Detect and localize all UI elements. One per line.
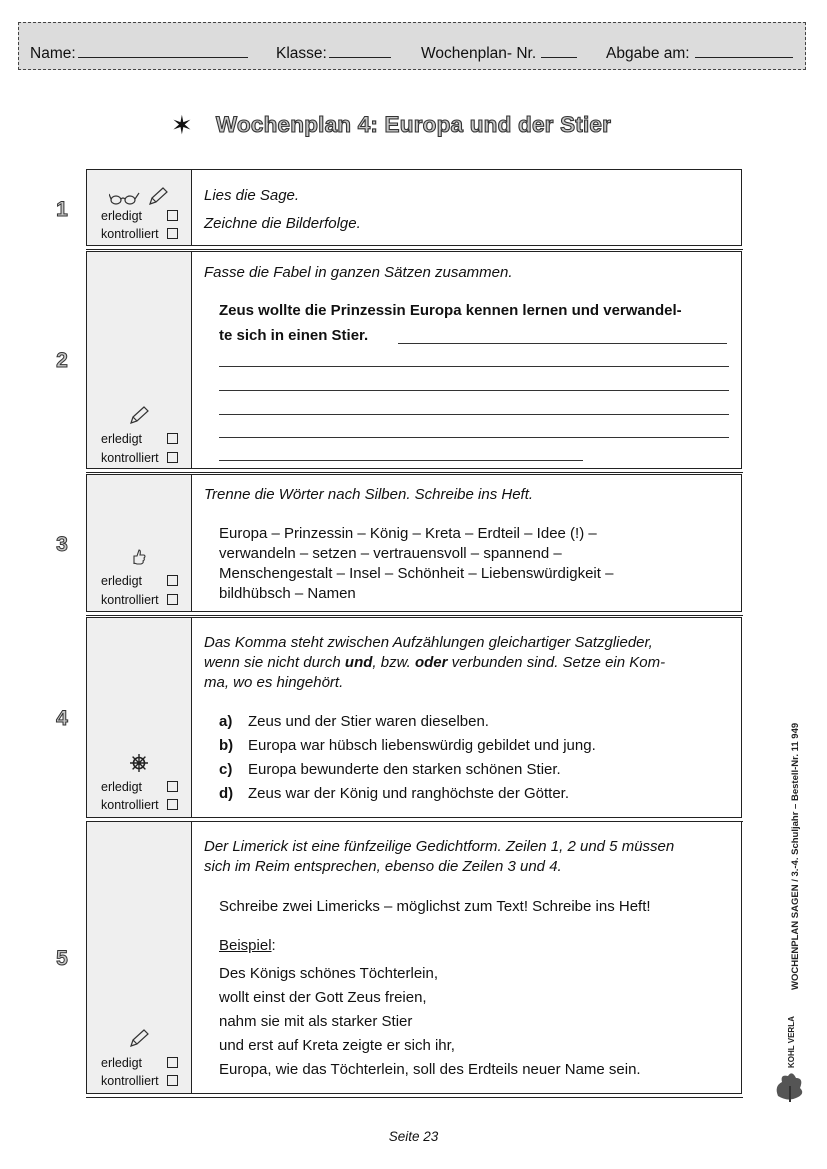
task-row-1: erledigt kontrolliert 1 Lies die Sage. Zeichne die Bilderfolge. <box>86 169 742 246</box>
writing-line[interactable] <box>219 366 729 367</box>
erledigt-checkbox[interactable]: erledigt <box>101 430 178 449</box>
task-row-3: erledigt kontrolliert 3 Trenne die Wörter nach Silben. Schreibe ins Heft. Europa – Prinzessin – König – Kreta – Erdteil – Idee (!) – verwandeln – setzen – vertrauensvoll – spannend – Menschengestalt – Insel – Schönheit – Liebenswürdigkeit – bildhübsch – Namen <box>86 474 742 612</box>
row-number: 4 <box>56 707 68 730</box>
pencil-icon <box>128 410 150 429</box>
wochenplan-nr-field[interactable]: Wochenplan- Nr. <box>421 43 577 63</box>
writing-line[interactable] <box>219 390 729 391</box>
kontrolliert-checkbox[interactable]: kontrolliert <box>101 449 178 468</box>
task-row-4: erledigt kontrolliert 4 Das Komma steht zwischen Aufzählungen gleichartiger Satzglieder, wenn sie nicht durch und, bzw. oder verbunden sind. Setze ein Kom- ma, wo es hingehört. a) Zeus und der Stier waren dieselben. b) Europa war hübsch liebenswürdig gebildet und jung. c) Europa bewunderte den starken schönen Stier. d) Zeus war der König und ranghöchste der Götter. <box>86 617 742 818</box>
kontrolliert-checkbox[interactable]: kontrolliert <box>101 591 178 610</box>
page-number: Seite 23 <box>388 1129 439 1144</box>
task-row-5: erledigt kontrolliert 5 Der Limerick ist eine fünfzeilige Gedichtform. Zeilen 1, 2 und 5 müssen sich im Reim entsprechen, ebenso die Zeilen 3 und 4. Schreibe zwei Limericks – möglichst zum Text! Schreibe ins Heft! Beispiel: Des Königs schönes Töchterlein, wollt einst der Gott Zeus freien, nahm sie mit als starker Stier und erst auf Kreta zeigte er sich ihr, Europa, wie das Töchterlein, soll des Erdteils neuer Name sein. <box>86 821 742 1094</box>
row-number: 1 <box>56 198 68 221</box>
list-item: d) Zeus war der König und ranghöchste der Götter. <box>219 785 570 802</box>
sidebar-text: WOCHENPLAN SAGEN / 3.-4. Schuljahr – Bestell-Nr. 11 949 <box>790 722 801 990</box>
erledigt-checkbox[interactable]: erledigt <box>101 778 178 797</box>
erledigt-checkbox[interactable]: erledigt <box>101 572 178 591</box>
row-number: 2 <box>56 349 68 372</box>
page-title: Wochenplan 4: Europa und der Stier <box>215 112 612 137</box>
name-field[interactable]: Name: <box>30 43 248 63</box>
erledigt-checkbox[interactable]: erledigt <box>101 207 178 226</box>
writing-line[interactable] <box>219 460 583 461</box>
klasse-field[interactable]: Klasse: <box>276 43 391 63</box>
header-box <box>18 22 806 70</box>
abgabe-field[interactable]: Abgabe am: <box>606 43 793 63</box>
list-item: b) Europa war hübsch liebenswürdig gebildet und jung. <box>219 737 596 754</box>
kontrolliert-checkbox[interactable]: kontrolliert <box>101 1072 178 1091</box>
star-icon: ✶ <box>171 110 193 140</box>
writing-line[interactable] <box>398 343 727 344</box>
writing-line[interactable] <box>219 414 729 415</box>
list-item: c) Europa bewunderte den starken schönen Stier. <box>219 761 561 778</box>
list-item: a) Zeus und der Stier waren dieselben. <box>219 713 489 730</box>
svg-text:KOHL VERLAG: KOHL VERLAG <box>787 1016 796 1068</box>
task-row-2: erledigt kontrolliert 2 Fasse die Fabel in ganzen Sätzen zusammen. Zeus wollte die Prinzessin Europa kennen lernen und verwandel- te sich in einen Stier. <box>86 251 742 469</box>
wheel-icon <box>130 757 148 776</box>
row-number: 3 <box>56 533 68 556</box>
pencil-icon <box>128 1033 150 1052</box>
row-number: 5 <box>56 947 68 970</box>
kontrolliert-checkbox[interactable]: kontrolliert <box>101 796 178 815</box>
publisher-logo <box>770 1016 810 1102</box>
kontrolliert-checkbox[interactable]: kontrolliert <box>101 225 178 244</box>
thumbs-up-icon <box>131 551 147 570</box>
writing-line[interactable] <box>219 437 729 438</box>
erledigt-checkbox[interactable]: erledigt <box>101 1054 178 1073</box>
